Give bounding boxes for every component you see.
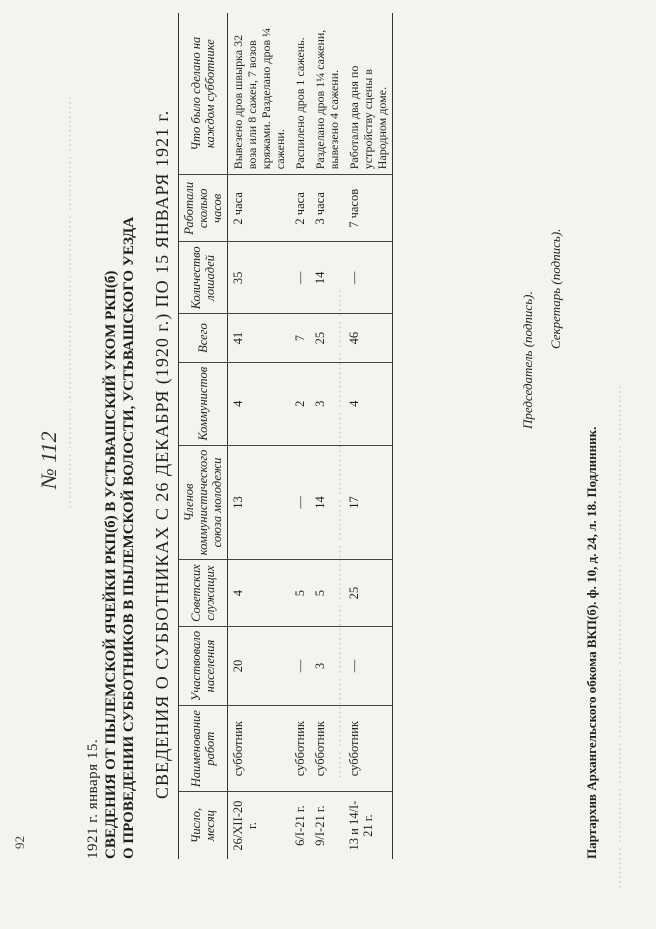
result-cell: Разделано дров 1¼ сажени, вывезено 4 сажени. <box>310 13 344 175</box>
population-cell: — <box>344 626 393 705</box>
employees-cell: 4 <box>228 560 291 627</box>
signatures <box>520 229 576 429</box>
horses-cell: — <box>344 242 393 314</box>
document-heading <box>84 19 138 859</box>
total-cell: 25 <box>310 314 344 363</box>
chairman-signature: Председатель (подпись). <box>520 291 535 429</box>
column-header: Что было сделано на каждом субботнике <box>179 13 228 175</box>
work-cell: субботник <box>228 706 291 792</box>
date-cell: 9/I-21 г. <box>313 805 327 846</box>
document-number: № 112 <box>36 431 61 489</box>
archive-reference: Партархив Архангельского обкома ВКП(б). ф. 10, д. 24, л. 18. Подлинник. <box>584 426 599 859</box>
column-header: Наименование работ <box>179 706 228 792</box>
date-cell: 13 и 14/I-21 г. <box>344 792 393 859</box>
heading-line-1: СВЕДЕНИЯ ОТ ПЫЛЕМСКОЙ ЯЧЕЙКИ РКП(б) В УСТЬВАШСКИЙ УКОМ РКП(б) <box>103 270 119 859</box>
communists-cell: 3 <box>310 362 344 445</box>
heading-line-2: О ПРОВЕДЕНИИ СУББОТНИКОВ В ПЫЛЕМСКОЙ ВОЛОСТИ, УСТЬВАШСКОГО УЕЗДА <box>121 216 137 859</box>
bleed-through-text: ………… ……… ……………… ……… ………… ………… ………… <box>60 96 75 509</box>
work-cell: субботник <box>344 706 393 792</box>
column-header: Количество лошадей <box>179 242 228 314</box>
date-cell: 26/XII-20 г. <box>231 800 259 851</box>
date-cell: 6/I-21 г. <box>293 805 307 846</box>
population-cell: 3 <box>310 626 344 705</box>
horses-cell: 14 <box>310 242 344 314</box>
page-number: 92 <box>12 836 27 849</box>
work-cell: субботник <box>310 706 344 792</box>
komsomol-cell: 13 <box>228 445 291 560</box>
hours-cell: 3 часа <box>310 175 344 242</box>
hours-cell: 2 часа <box>228 175 291 242</box>
komsomol-cell: 17 <box>344 445 393 560</box>
population-cell: 20 <box>228 626 291 705</box>
bleed-through-text: …… …………… …………… ………… ……… ……………… ………… …… …… <box>330 289 345 779</box>
employees-cell: 25 <box>344 560 393 627</box>
column-header: Работали сколько часов <box>179 175 228 242</box>
communists-cell: 2 <box>290 362 310 445</box>
heading-date: 1921 г. января 15. <box>85 738 101 859</box>
table-row <box>228 13 291 859</box>
table-row <box>344 13 393 859</box>
employees-cell: 5 <box>310 560 344 627</box>
communists-cell: 4 <box>344 362 393 445</box>
result-cell: Распилено дров 1 сажень. <box>290 13 310 175</box>
subbotnik-table <box>178 13 393 859</box>
result-cell: Вывезено дров швырка 32 воза или 8 сажен, 7 возов кряжами. Разделано дров ¼ сажени. <box>228 13 291 175</box>
secretary-signature: Секретарь (подпись). <box>548 228 563 349</box>
table-row <box>290 13 310 859</box>
column-header: Число, месяц <box>179 792 228 859</box>
total-cell: 7 <box>290 314 310 363</box>
column-header: Всего <box>179 314 228 363</box>
result-cell: Работали два дня по устройству сцены в Народном доме. <box>344 13 393 175</box>
komsomol-cell: 14 <box>310 445 344 560</box>
bleed-through-text: ……… ………… ……… …………… ………… ……… …………… ……… ………… <box>610 385 625 889</box>
column-header: Советских служащих <box>179 560 228 627</box>
hours-cell: 2 часа <box>290 175 310 242</box>
column-header: Членов коммунистического союза молодежи <box>179 445 228 560</box>
komsomol-cell: — <box>290 445 310 560</box>
communists-cell: 4 <box>228 362 291 445</box>
table-header-row <box>179 13 228 859</box>
employees-cell: 5 <box>290 560 310 627</box>
work-cell: субботник <box>290 706 310 792</box>
horses-cell: — <box>290 242 310 314</box>
horses-cell: 35 <box>228 242 291 314</box>
table-title: СВЕДЕНИЯ О СУББОТНИКАХ С 26 ДЕКАБРЯ (1920 г.) ПО 15 ЯНВАРЯ 1921 г. <box>152 109 172 799</box>
total-cell: 41 <box>228 314 291 363</box>
population-cell: — <box>290 626 310 705</box>
total-cell: 46 <box>344 314 393 363</box>
column-header: Коммунистов <box>179 362 228 445</box>
hours-cell: 7 часов <box>344 175 393 242</box>
column-header: Участвовало населения <box>179 626 228 705</box>
table-row <box>310 13 344 859</box>
